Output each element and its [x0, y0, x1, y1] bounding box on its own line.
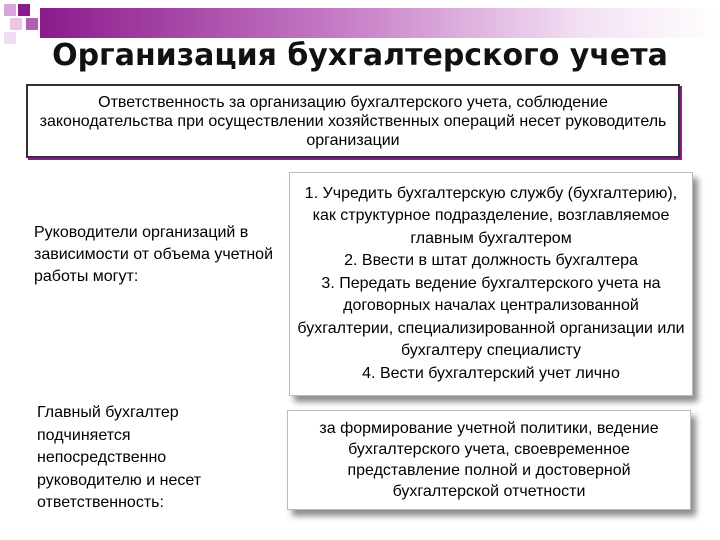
header-gradient-band	[40, 8, 720, 38]
option-item: 4. Вести бухгалтерский учет лично	[362, 364, 620, 382]
decor-square	[26, 18, 38, 30]
decor-square	[4, 4, 16, 16]
chief-responsibility-text: за формирование учетной политики, ведение бухгалтерского учета, своевременное представление полной и достоверной бухгалтерской отчетности	[319, 420, 659, 500]
options-list	[296, 183, 686, 386]
responsibility-box	[26, 84, 680, 158]
decor-square	[10, 18, 22, 30]
chief-accountant-label: Главный бухгалтер подчиняется непосредственно руководителю и несет ответственность:	[37, 404, 202, 511]
heads-options-label: Руководители организаций в зависимости от объема учетной работы могут:	[34, 224, 274, 285]
slide-title: Организация бухгалтерского учета	[52, 38, 668, 73]
option-item: 3. Передать ведение бухгалтерского учета на договорных началах централизованной бухгалтерии, специализированной организации или бухгалтеру специалисту	[297, 274, 685, 360]
options-list-box	[289, 172, 693, 396]
option-item: 2. Ввести в штат должность бухгалтера	[344, 252, 638, 270]
decor-square	[18, 4, 30, 16]
chief-responsibility-box	[287, 410, 691, 510]
responsibility-text: Ответственность за организацию бухгалтерского учета, соблюдение законодательства при осуществлении хозяйственных операций несет руководитель организации	[39, 93, 667, 149]
option-item: 1. Учредить бухгалтерскую службу (бухгалтерию), как структурное подразделение, возглавляемое главным бухгалтером	[304, 184, 678, 247]
